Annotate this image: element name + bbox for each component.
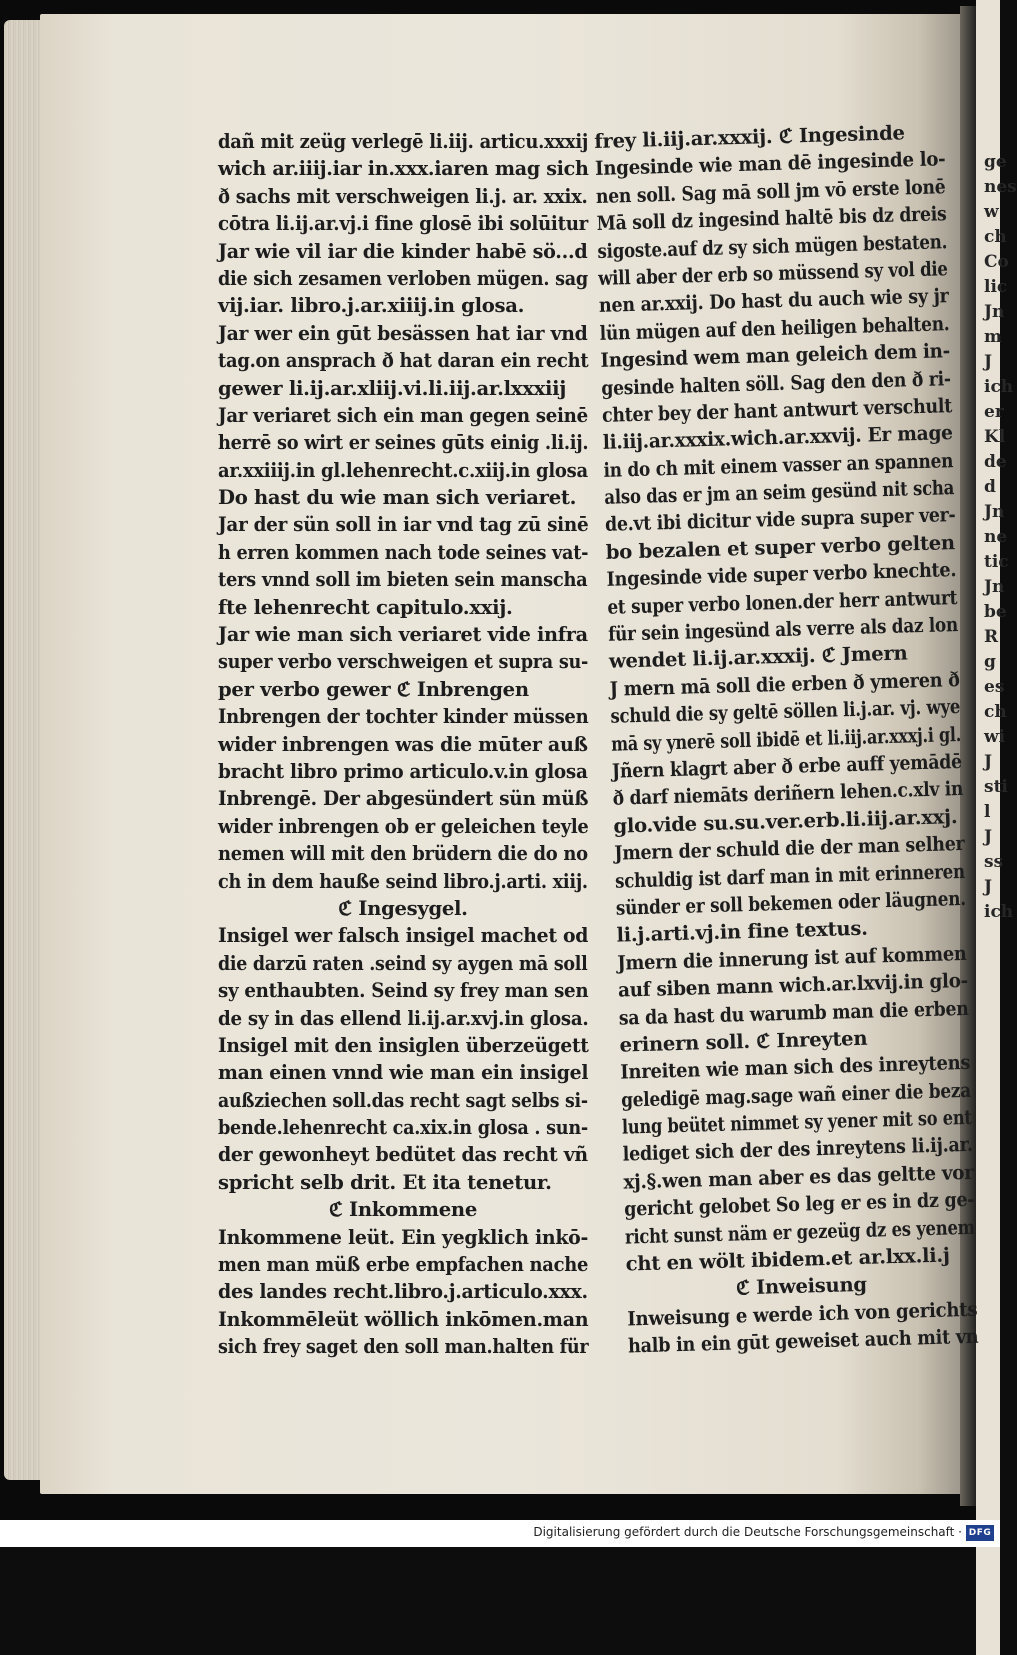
text-line: halb in ein gūt geweiset auch mit vn: [627, 1324, 979, 1358]
text-line: schuld die sy geltē söllen li.j.ar. vj. wye: [610, 695, 961, 728]
text-line: per verbo gewer ℭ Inbrengen: [218, 677, 529, 701]
text-line: mā sy ynerē soll ibidē et li.iij.ar.xxxj.i gl.: [610, 722, 962, 756]
text-line: Jmern die innerung ist auf kommen: [616, 941, 967, 975]
text-line: schuldig ist darf man in mit erinneren: [614, 859, 966, 893]
text-line: nen ar.xxij. Do hast du auch wie sy jr: [598, 284, 949, 318]
text-line: Ingesind wem man geleich dem in-: [600, 339, 951, 373]
text-line: der gewonheyt bedütet das recht vñ: [218, 1143, 588, 1167]
text-line: außziechen soll.das recht sagt selbs si-: [218, 1088, 588, 1112]
text-line: chter bey der hant antwurt verschult: [601, 394, 953, 427]
facing-page-fragment: es: [984, 677, 1005, 697]
text-line: in do ch mit einem vasser an spannen: [603, 448, 954, 482]
funding-credit: Digitalisierung gefördert durch die Deutsche Forschungsgemeinschaft ·: [533, 1525, 962, 1539]
facing-page-fragment: wi: [984, 727, 1006, 747]
text-line: ℭ Ingesygel.: [338, 896, 468, 920]
text-line: gesinde halten söll. Sag den den ð ri-: [600, 366, 952, 400]
text-line: vij.iar. libro.j.ar.xiiij.in glosa.: [218, 294, 525, 318]
text-line: Jar wie man sich veriaret vide infra: [218, 623, 588, 647]
facing-page-fragment: J: [984, 752, 993, 772]
text-line: Inweisung e werde ich von gerichts: [626, 1297, 978, 1331]
text-line: Inkommene leüt. Ein yegklich inkō-: [218, 1225, 589, 1249]
text-line: will aber der erb so müssend sy vol die: [597, 257, 948, 290]
text-line: sich frey saget den soll man.halten für: [218, 1335, 589, 1359]
text-line: nemen will mit den brüdern die do no: [218, 842, 588, 866]
text-line: lün mügen auf den heiligen behalten.: [599, 311, 950, 345]
text-line: et super verbo lonen.der herr antwurt: [607, 585, 958, 619]
text-line: des landes recht.libro.j.articulo.xxx.: [218, 1280, 588, 1304]
text-line: Mā soll dz ingesind haltē bis dz dreis: [596, 202, 947, 236]
text-line: Inbrengen der tochter kinder müssen: [218, 705, 589, 729]
facing-page-fragment: ge: [984, 152, 1007, 172]
text-line: herrē so wirt er seines gūts einig .li.ij.: [218, 431, 589, 455]
text-line: de sy in das ellend li.ij.ar.xvj.in glosa.: [218, 1006, 589, 1030]
text-line: wider inbrengen was die mūter auß: [218, 732, 588, 756]
text-line: sigoste.auf dz sy sich mügen bestaten.: [597, 229, 948, 263]
text-line: ð darf niemāts deriñern lehen.c.xlv in: [612, 777, 964, 811]
facing-page-fragment: ch: [984, 702, 1007, 722]
facing-page-fragment: Kl: [984, 427, 1006, 447]
text-line: men man müß erbe empfachen nache: [218, 1253, 589, 1277]
facing-page-fragment: Jn: [984, 302, 1005, 322]
text-line: cht en wölt ibidem.et ar.lxx.li.j: [625, 1243, 950, 1276]
text-line: cōtra li.ij.ar.vj.i fine glosē ibi solūitur: [218, 212, 589, 236]
text-line: bende.lehenrecht ca.xix.in glosa . sun-: [218, 1116, 588, 1140]
dfg-logo: DFG: [966, 1525, 994, 1541]
text-line: also das er jm an seim gesünd nit scha: [603, 476, 955, 509]
text-line: glo.vide su.su.ver.erb.li.iij.ar.xxj.: [613, 804, 958, 838]
text-line: für sein ingesünd als verre als daz lon: [607, 613, 959, 646]
text-line: fte lehenrecht capitulo.xxij.: [218, 595, 513, 619]
text-line: die sich zesamen verloben mügen. sag: [218, 266, 588, 290]
text-line: geledigē mag.sage wañ einer die beza: [620, 1078, 972, 1112]
text-line: Jar wie vil iar die kinder habē sö...d: [218, 239, 588, 263]
facing-page-fragment: w: [984, 202, 999, 222]
facing-page-fragment: g: [984, 652, 996, 672]
facing-page-fragment: Co: [984, 252, 1009, 272]
text-line: Jar wer ein gūt besässen hat iar vnd: [218, 321, 588, 345]
page-edges: [4, 20, 44, 1480]
facing-page-fragment: ss: [984, 852, 1004, 872]
text-line: bracht libro primo articulo.v.in glosa: [218, 759, 588, 783]
text-line: h erren kommen nach tode seines vat-: [218, 540, 589, 564]
left-text-column: [218, 128, 588, 1361]
text-line: gericht gelobet So leg er es in dz ge-: [623, 1188, 975, 1221]
facing-page-edge: [976, 0, 1017, 1655]
facing-page-fragment: J: [984, 352, 993, 372]
text-line: bo bezalen et super verbo gelten: [605, 530, 956, 564]
text-line: li.j.arti.vj.in fine textus.: [616, 917, 868, 948]
text-line: super verbo verschweigen et supra su-: [218, 650, 589, 674]
text-line: lediget sich der des inreytens li.ij.ar.: [622, 1133, 974, 1167]
text-line: gewer li.ij.ar.xliij.vi.li.iij.ar.lxxxiij: [218, 376, 567, 400]
text-line: Ingesinde wie man dē ingesinde lo-: [594, 147, 946, 181]
text-line: Ingesinde vide super verbo knechte.: [606, 558, 957, 592]
text-line: wider inbrengen ob er geleichen teyle: [218, 814, 589, 838]
facing-page-fragment: sti: [984, 777, 1008, 797]
facing-page-fragment: de: [984, 452, 1007, 472]
facing-page-fragment: d: [984, 477, 996, 497]
facing-page-fragment: be: [984, 602, 1007, 622]
text-line: Do hast du wie man sich veriaret.: [218, 486, 577, 510]
text-line: richt sunst näm er gezeüg dz es yenem: [624, 1215, 976, 1249]
text-line: ch in dem hauße seind libro.j.arti. xiij.: [218, 869, 588, 893]
facing-page-fragment: ich: [984, 902, 1014, 922]
text-line: sünder er soll bekemen oder läugnen.: [615, 886, 967, 920]
text-line: tag.on ansprach ð hat daran ein recht: [218, 349, 589, 373]
text-line: erinern soll. ℭ Inreyten: [619, 1026, 868, 1057]
text-line: ð sachs mit verschweigen li.j. ar. xxix.: [218, 184, 588, 208]
text-line: ℭ Inweisung: [735, 1273, 868, 1300]
text-line: Inkommēleüt wöllich inkōmen.man: [218, 1307, 589, 1331]
footer-bar: [0, 1520, 1000, 1547]
text-line: Jñern klagrt aber ð erbe auff yemādē: [611, 749, 963, 783]
facing-page-fragment: J: [984, 877, 993, 897]
text-line: auf siben mann wich.ar.lxvij.in glo-: [617, 969, 969, 1002]
text-line: nen soll. Sag mā soll jm vō erste lonē: [595, 174, 946, 208]
facing-page-fragment: Jn: [984, 502, 1005, 522]
facing-page-fragment: ne: [984, 527, 1008, 547]
text-line: ℭ Inkommene: [329, 1198, 477, 1222]
facing-page-fragment: m: [984, 327, 1002, 347]
text-line: dañ mit zeüg verlegē li.iij. articu.xxxij: [218, 130, 589, 153]
facing-page-fragment: ich: [984, 377, 1014, 397]
text-line: man einen vnnd wie man ein insigel: [218, 1061, 589, 1085]
text-line: Jar veriaret sich ein man gegen seinē: [218, 403, 588, 427]
text-line: lung beütet nimmet sy yener mit so ent: [621, 1105, 972, 1139]
text-line: sy enthaubten. Seind sy frey man sen: [218, 979, 589, 1003]
facing-page-fragment: lic: [984, 277, 1008, 297]
text-line: spricht selb drit. Et ita tenetur.: [218, 1170, 552, 1194]
facing-page-fragment: R: [984, 627, 999, 647]
text-line: ters vnnd soll im bieten sein manscha: [218, 568, 588, 592]
facing-page-fragment: er: [984, 402, 1004, 422]
text-line: frey li.iij.ar.xxxij. ℭ Ingesinde: [594, 121, 905, 153]
text-line: li.iij.ar.xxxix.wich.ar.xxvij. Er mage: [602, 421, 954, 455]
facing-page-fragment: ch: [984, 227, 1007, 247]
text-line: Inreiten wie man sich des inreytens: [620, 1051, 971, 1084]
text-line: J mern mā soll die erben ð ymeren ð: [609, 667, 960, 701]
right-text-column: [594, 118, 978, 1360]
text-line: de.vt ibi dicitur vide supra super ver-: [604, 503, 956, 537]
text-line: Inbrengē. Der abgesündert sün müß: [218, 787, 589, 811]
facing-page-fragment: nes: [984, 177, 1017, 197]
text-line: Jar der sün soll in iar vnd tag zū sinē: [218, 513, 589, 537]
text-line: Jmern der schuld die der man selher: [613, 832, 965, 865]
facing-page-fragment: J: [984, 827, 993, 847]
facing-page-fragment: Jn: [984, 577, 1005, 597]
text-line: Insigel wer falsch insigel machet od: [218, 924, 589, 948]
text-line: ar.xxiiij.in gl.lehenrecht.c.xiij.in glosa: [218, 458, 588, 482]
text-line: wich ar.iiij.iar in.xxx.iaren mag sich: [218, 157, 589, 181]
facing-page-fragment: tic: [984, 552, 1009, 572]
facing-page-fragment: l: [984, 802, 991, 822]
text-line: Insigel mit den insiglen überzeügett: [218, 1033, 589, 1057]
text-line: die darzū raten .seind sy aygen mā soll: [218, 951, 588, 975]
text-line: wendet li.ij.ar.xxxij. ℭ Jmern: [608, 641, 908, 674]
text-line: xj.§.wen man aber es das geltte vor: [623, 1160, 974, 1194]
text-line: sa da hast du warumb man die erben: [618, 996, 969, 1030]
